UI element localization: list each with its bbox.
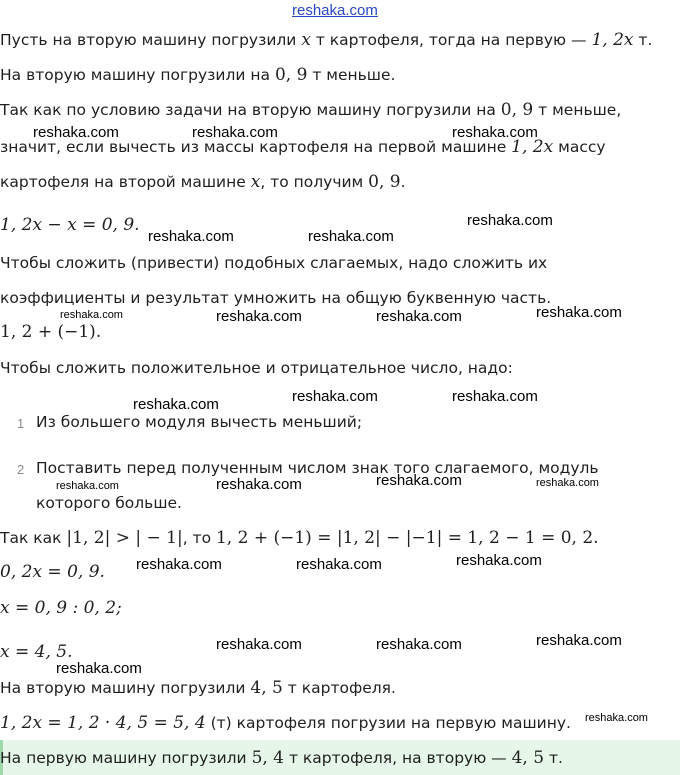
formula: 1, 2 + (−1) = |1, 2| − |−1| = 1, 2 − 1 = 0, 2. bbox=[215, 528, 599, 548]
text: картофеля на второй машине bbox=[0, 173, 251, 191]
text: т меньше, bbox=[533, 101, 622, 119]
watermark: reshaka.com bbox=[467, 212, 553, 229]
watermark: reshaka.com bbox=[536, 477, 599, 489]
text-line: Чтобы сложить положительное и отрицательное число, надо: bbox=[0, 359, 513, 377]
equation: x = 4, 5. bbox=[0, 642, 73, 662]
watermark: reshaka.com bbox=[33, 124, 119, 141]
formula: 0, 9 bbox=[368, 172, 401, 192]
equation: 0, 2x = 0, 9. bbox=[0, 562, 105, 582]
watermark: reshaka.com bbox=[60, 309, 123, 321]
formula: 0, 9 bbox=[500, 100, 534, 120]
step-text: которого больше. bbox=[36, 494, 182, 512]
formula: |1, 2| > | − 1| bbox=[66, 528, 183, 548]
text-line bbox=[0, 528, 599, 548]
watermark: reshaka.com bbox=[536, 632, 622, 649]
watermark: reshaka.com bbox=[56, 480, 119, 492]
text: т. bbox=[633, 31, 653, 49]
text-line bbox=[0, 30, 652, 50]
text: т. bbox=[544, 749, 563, 767]
watermark: reshaka.com bbox=[216, 308, 302, 325]
formula: 5, 4 bbox=[251, 748, 285, 768]
step-text: Из большего модуля вычесть меньший; bbox=[36, 413, 363, 431]
watermark: reshaka.com bbox=[216, 636, 302, 653]
text: Пусть на вторую машину погрузили bbox=[0, 31, 302, 49]
formula: 1, 2x = 1, 2 · 4, 5 = 5, 4 bbox=[0, 713, 206, 733]
formula: x bbox=[301, 30, 311, 50]
formula: 4, 5 bbox=[250, 678, 283, 698]
formula: x bbox=[250, 172, 261, 192]
text: , то bbox=[182, 529, 216, 547]
text: т картофеля. bbox=[282, 679, 396, 697]
text: т меньше. bbox=[307, 66, 396, 84]
watermark: reshaka.com bbox=[452, 124, 538, 141]
text: Так как по условию задачи на вторую машину погрузили на bbox=[0, 101, 501, 119]
formula: 0, 9 bbox=[274, 65, 308, 85]
text-line bbox=[0, 100, 621, 120]
watermark: reshaka.com bbox=[376, 636, 462, 653]
step-text: Поставить перед полученным числом знак того слагаемого, модуль bbox=[36, 459, 599, 477]
watermark: reshaka.com bbox=[136, 556, 222, 573]
formula: 1, 2x bbox=[591, 30, 634, 50]
formula: 4, 5 bbox=[511, 748, 545, 768]
watermark: reshaka.com bbox=[456, 552, 542, 569]
watermark: reshaka.com bbox=[376, 308, 462, 325]
text: На вторую машину погрузили bbox=[0, 679, 251, 697]
text: , то получим bbox=[260, 173, 369, 191]
watermark: reshaka.com bbox=[308, 228, 394, 245]
text: На вторую машину погрузили на bbox=[0, 66, 275, 84]
watermark: reshaka.com bbox=[56, 660, 142, 677]
text: т картофеля, на вторую — bbox=[284, 749, 512, 767]
watermark: reshaka.com bbox=[536, 304, 622, 321]
watermark: reshaka.com bbox=[296, 556, 382, 573]
watermark: reshaka.com bbox=[216, 476, 302, 493]
watermark: reshaka.com bbox=[585, 712, 648, 724]
text: (т) картофеля погрузии на первую машину. bbox=[205, 714, 571, 732]
watermark: reshaka.com bbox=[292, 388, 378, 405]
watermark: reshaka.com bbox=[452, 388, 538, 405]
equation: 1, 2x − x = 0, 9. bbox=[0, 215, 140, 235]
answer-text bbox=[0, 748, 563, 768]
formula: 1, 2x bbox=[511, 137, 554, 157]
text-line: коэффициенты и результат умножить на общую буквенную часть. bbox=[0, 289, 552, 307]
text: Так как bbox=[0, 529, 67, 547]
text: значит, если вычесть из массы картофеля на первой машине bbox=[0, 138, 512, 156]
equation: x = 0, 9 : 0, 2; bbox=[0, 598, 122, 618]
equation: 1, 2 + (−1). bbox=[0, 322, 102, 342]
text-line bbox=[0, 65, 395, 85]
watermark: reshaka.com bbox=[192, 124, 278, 141]
text-line: Чтобы сложить (привести) подобных слагаемых, надо сложить их bbox=[0, 254, 548, 272]
text: . bbox=[400, 173, 406, 191]
text: т картофеля, тогда на первую — bbox=[310, 31, 592, 49]
text: массу bbox=[553, 138, 606, 156]
watermark: reshaka.com bbox=[376, 472, 462, 489]
watermark: reshaka.com bbox=[133, 396, 219, 413]
step-number: 2 bbox=[17, 462, 25, 477]
text-line bbox=[0, 172, 406, 192]
watermark: reshaka.com bbox=[148, 228, 234, 245]
text-line bbox=[0, 678, 396, 698]
text: На первую машину погрузили bbox=[0, 749, 252, 767]
step-number: 1 bbox=[17, 416, 25, 431]
text-line bbox=[0, 713, 571, 733]
site-link[interactable]: reshaka.com bbox=[292, 2, 378, 19]
